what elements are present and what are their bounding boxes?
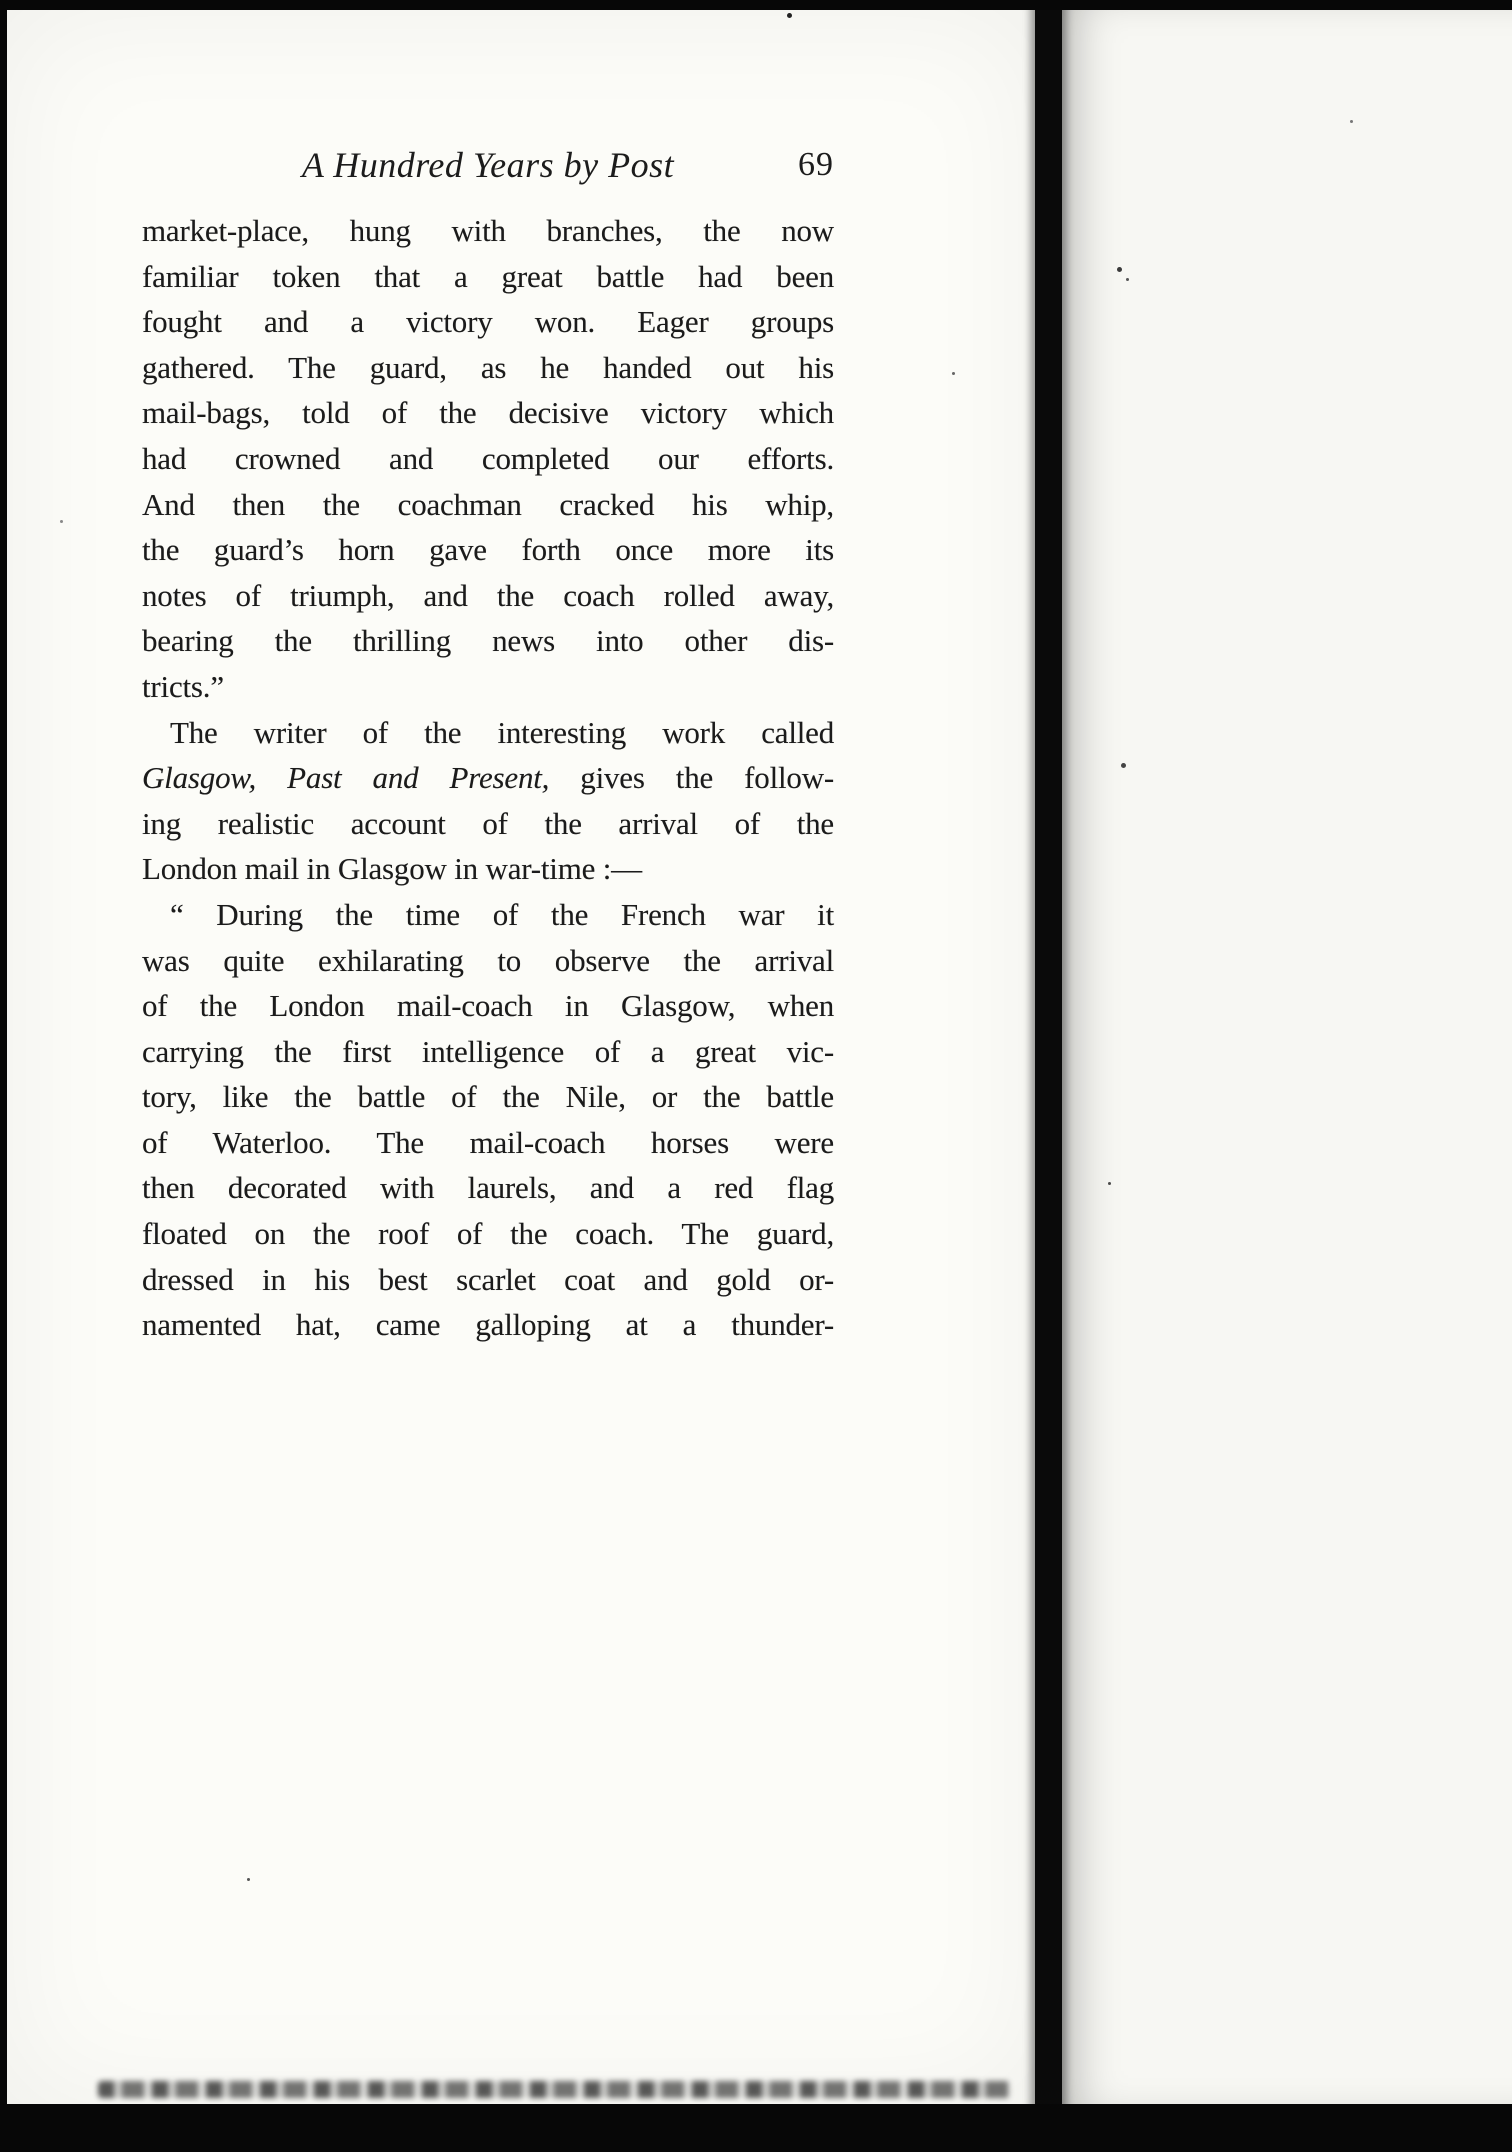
- text-line: [142, 254, 834, 300]
- running-head: [142, 138, 834, 192]
- text-line: [142, 527, 834, 573]
- text-run: London mail in Glasgow in war-time :—: [142, 851, 642, 887]
- text-line: [142, 1120, 834, 1166]
- scan-border-bottom: [0, 2104, 1512, 2152]
- text-run: “ During the time of the French war it: [170, 896, 834, 932]
- adjacent-page-margin: [1061, 10, 1512, 2104]
- scan-border-left: [0, 0, 7, 2152]
- text-run: The writer of the interesting work called: [170, 714, 834, 750]
- text-line: [142, 801, 834, 847]
- text-run: notes of triumph, and the coach rolled away,: [142, 577, 834, 613]
- book-gutter-shadow: [1035, 0, 1062, 2152]
- text-line: [142, 938, 834, 984]
- text-line: [142, 892, 834, 938]
- text-run: had crowned and completed our efforts.: [142, 440, 834, 476]
- italic-text-run: Glasgow, Past and Present,: [142, 760, 550, 796]
- page-number: 69: [798, 146, 834, 183]
- text-run: was quite exhilarating to observe the arrival: [142, 942, 834, 978]
- text-line: [142, 1211, 834, 1257]
- text-line: [142, 345, 834, 391]
- text-line: [142, 299, 834, 345]
- text-line: [142, 664, 834, 710]
- text-run: of Waterloo. The mail-coach horses were: [142, 1124, 834, 1160]
- text-line: [142, 710, 834, 756]
- text-line: [142, 1029, 834, 1075]
- text-line: [142, 983, 834, 1029]
- text-run: familiar token that a great battle had been: [142, 258, 834, 294]
- text-run: gathered. The guard, as he handed out his: [142, 349, 834, 385]
- text-block: [142, 208, 834, 1348]
- text-line: [142, 846, 834, 892]
- text-line: [142, 1074, 834, 1120]
- text-run: the guard’s horn gave forth once more its: [142, 532, 834, 568]
- text-run: of the London mail-coach in Glasgow, when: [142, 988, 834, 1024]
- text-run: dressed in his best scarlet coat and gold or-: [142, 1261, 834, 1297]
- text-line: [142, 1302, 834, 1348]
- text-run: then decorated with laurels, and a red flag: [142, 1170, 834, 1206]
- text-line: [142, 618, 834, 664]
- text-run: namented hat, came galloping at a thunder-: [142, 1307, 834, 1343]
- text-line: [142, 755, 834, 801]
- text-line: [142, 482, 834, 528]
- text-run: And then the coachman cracked his whip,: [142, 486, 834, 522]
- text-line: [142, 436, 834, 482]
- page-title: A Hundred Years by Post: [301, 145, 675, 185]
- text-run: tricts.”: [142, 668, 224, 704]
- text-run: ing realistic account of the arrival of the: [142, 805, 834, 841]
- text-run: gives the follow-: [549, 760, 834, 796]
- text-line: [142, 1257, 834, 1303]
- text-line: [142, 390, 834, 436]
- text-run: mail-bags, told of the decisive victory which: [142, 395, 834, 431]
- text-run: floated on the roof of the coach. The guard,: [142, 1216, 834, 1252]
- text-run: bearing the thrilling news into other dis-: [142, 623, 834, 659]
- book-page: [7, 10, 1037, 2104]
- text-line: [142, 573, 834, 619]
- text-line: [142, 208, 834, 254]
- text-run: market-place, hung with branches, the now: [142, 213, 834, 248]
- scan-border-top: [0, 0, 1512, 10]
- text-run: tory, like the battle of the Nile, or the battle: [142, 1079, 834, 1115]
- text-run: fought and a victory won. Eager groups: [142, 304, 834, 340]
- print-bleed-smudge: [98, 2081, 1010, 2098]
- text-run: carrying the first intelligence of a great vic-: [142, 1033, 834, 1069]
- text-line: [142, 1165, 834, 1211]
